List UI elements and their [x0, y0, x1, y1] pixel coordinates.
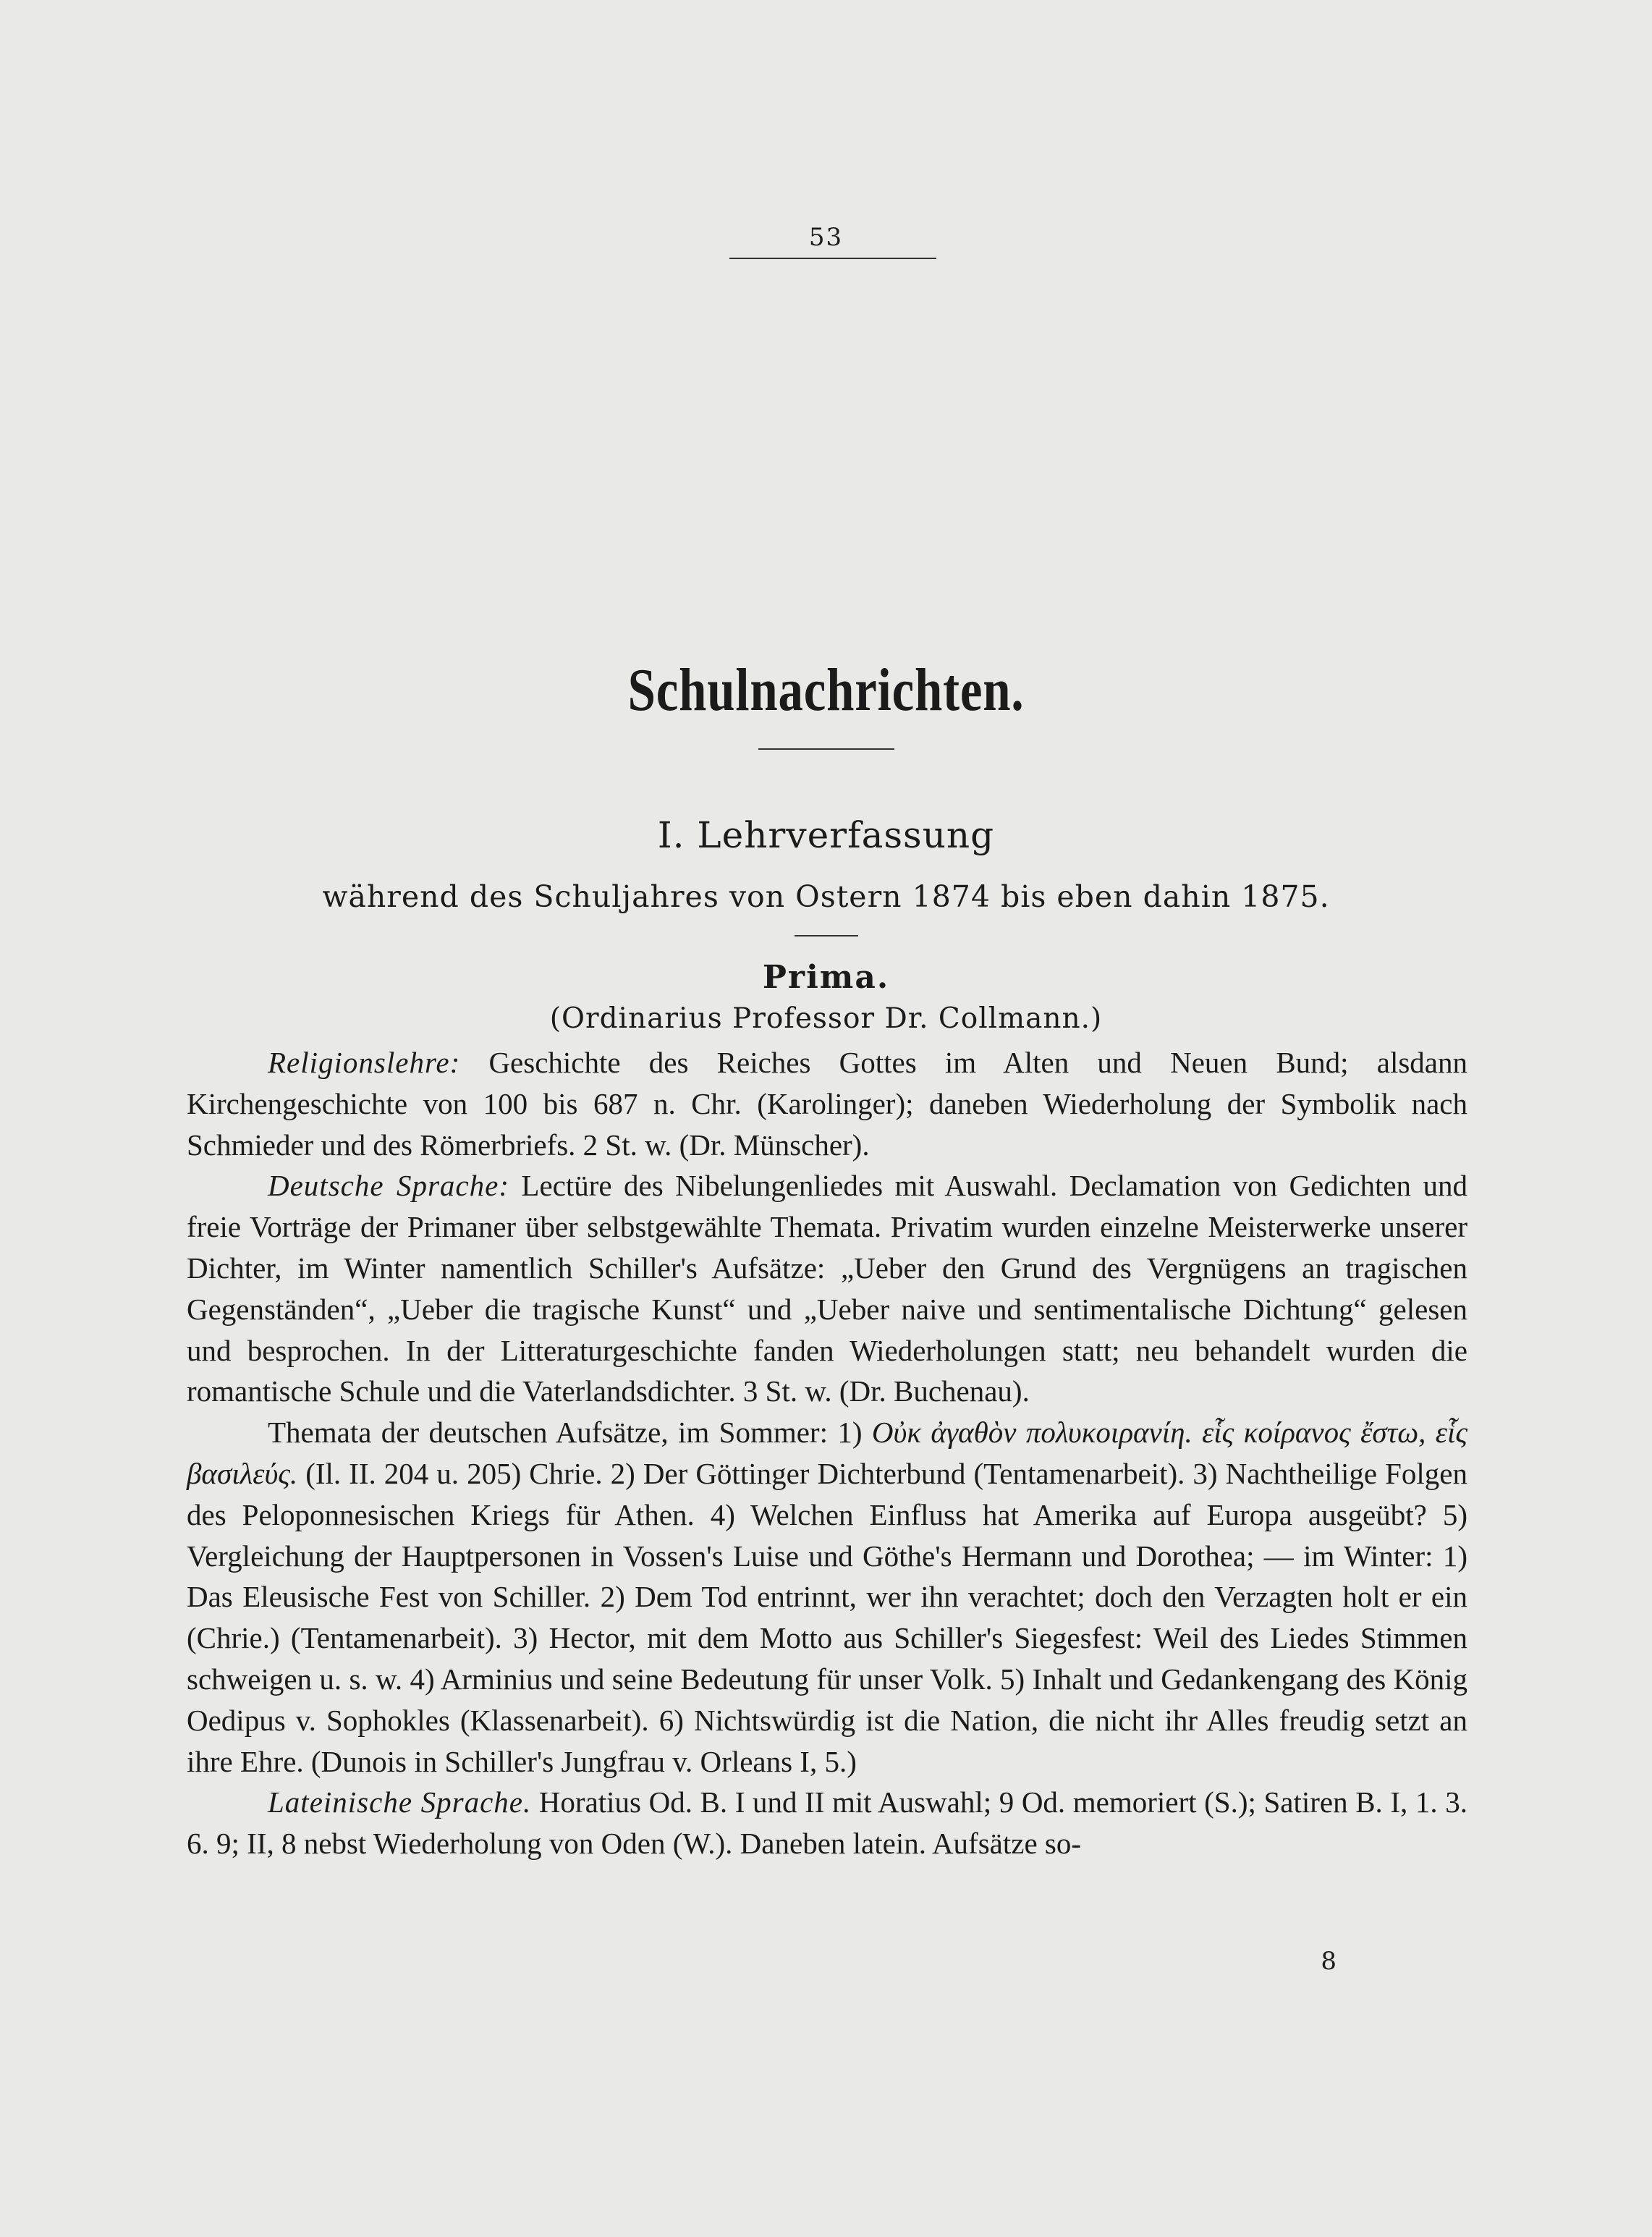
title-rule [758, 748, 894, 750]
paragraph-themata [187, 1412, 1467, 1782]
section-rule [795, 935, 858, 936]
paragraph-text-intro: Themata der deutschen Aufsätze, im Sommer: 1) [268, 1416, 872, 1450]
page-number: 53 [808, 223, 844, 252]
paragraph-text: Horatius Od. B. I und II mit Auswahl; 9 Od. memoriert (S.); Satiren B. I, 1. 3. 6. 9; II, 8 nebst Wiederholung von Oden (W.). Daneben latein. Aufsätze so- [187, 1785, 1467, 1861]
signature-mark: 8 [1321, 1947, 1337, 1976]
paragraph-text: (Il. II. 204 u. 205) Chrie. 2) Der Göttinger Dichterbund (Tentamenarbeit). 3) Nachtheilige Folgen des Peloponnesischen Kriegs für Athen. 4) Welchen Einfluss hat Amerika auf Europa ausgeübt? 5) Vergleichung der Hauptpersonen in Vossen's Luise und Göthe's Hermann und Dorothea; — im Winter: 1) Das Eleusische Fest von Schiller. 2) Dem Tod entrinnt, wer ihn verachtet; doch den Verzagten holt er ein (Chrie.) (Tentamenarbeit). 3) Hector, mit dem Motto aus Schiller's Siegesfest: Weil des Liedes Stimmen schweigen u. s. w. 4) Arminius und seine Bedeutung für unser Volk. 5) Inhalt und Gedankengang des König Oedipus v. Sophokles (Klassenarbeit). 6) Nichtswürdig ist die Nation, die nicht ihr Alles freudig setzt an ihre Ehre. (Dunois in Schiller's Jungfrau v. Orleans I, 5.) [187, 1456, 1467, 1778]
paragraph-lateinische-sprache [187, 1782, 1467, 1864]
greek-quotation: Οὐκ ἀγαθὸν πολυκοιρανίη. εἷς κοίρανος ἔστω, εἷς βασιλεύς. [187, 1416, 1467, 1490]
subject-label: Deutsche Sprache: [268, 1169, 509, 1203]
class-heading: Prima. [762, 959, 890, 996]
section-heading: I. Lehrverfassung [657, 814, 995, 856]
subject-label: Religionslehre: [268, 1046, 461, 1079]
subject-label: Lateinische Sprache. [268, 1785, 532, 1819]
section-subtitle: während des Schuljahres von Ostern 1874 bis eben dahin 1875. [322, 879, 1330, 914]
body-text [187, 1042, 1467, 1864]
header-rule [729, 258, 936, 259]
paragraph-religionslehre [187, 1042, 1467, 1165]
class-subtitle: (Ordinarius Professor Dr. Collmann.) [549, 1002, 1103, 1035]
paragraph-text: Lectüre des Nibelungenliedes mit Auswahl. Declamation von Gedichten und freie Vorträge der Primaner über selbstgewählte Themata. Privatim wurden einzelne Meisterwerke unserer Dichter, im Winter namentlich Schiller's Aufsätze: „Ueber den Grund des Vergnügens an tragischen Gegenständen“, „Ueber die tragische Kunst“ und „Ueber naive und sentimentalische Dichtung“ gelesen und besprochen. In der Litteraturgeschichte fanden Wiederholungen statt; neu behandelt wurden die romantische Schule und die Vaterlandsdichter. 3 St. w. (Dr. Buchenau). [187, 1169, 1467, 1408]
paragraph-text: Geschichte des Reiches Gottes im Alten und Neuen Bund; alsdann Kirchengeschichte von 100 bis 687 n. Chr. (Karolinger); daneben Wiederholung der Symbolik nach Schmieder und des Römerbriefs. 2 St. w. (Dr. Münscher). [187, 1046, 1467, 1162]
page-title: Schulnachrichten. [627, 656, 1025, 724]
paragraph-deutsche-sprache [187, 1165, 1467, 1412]
